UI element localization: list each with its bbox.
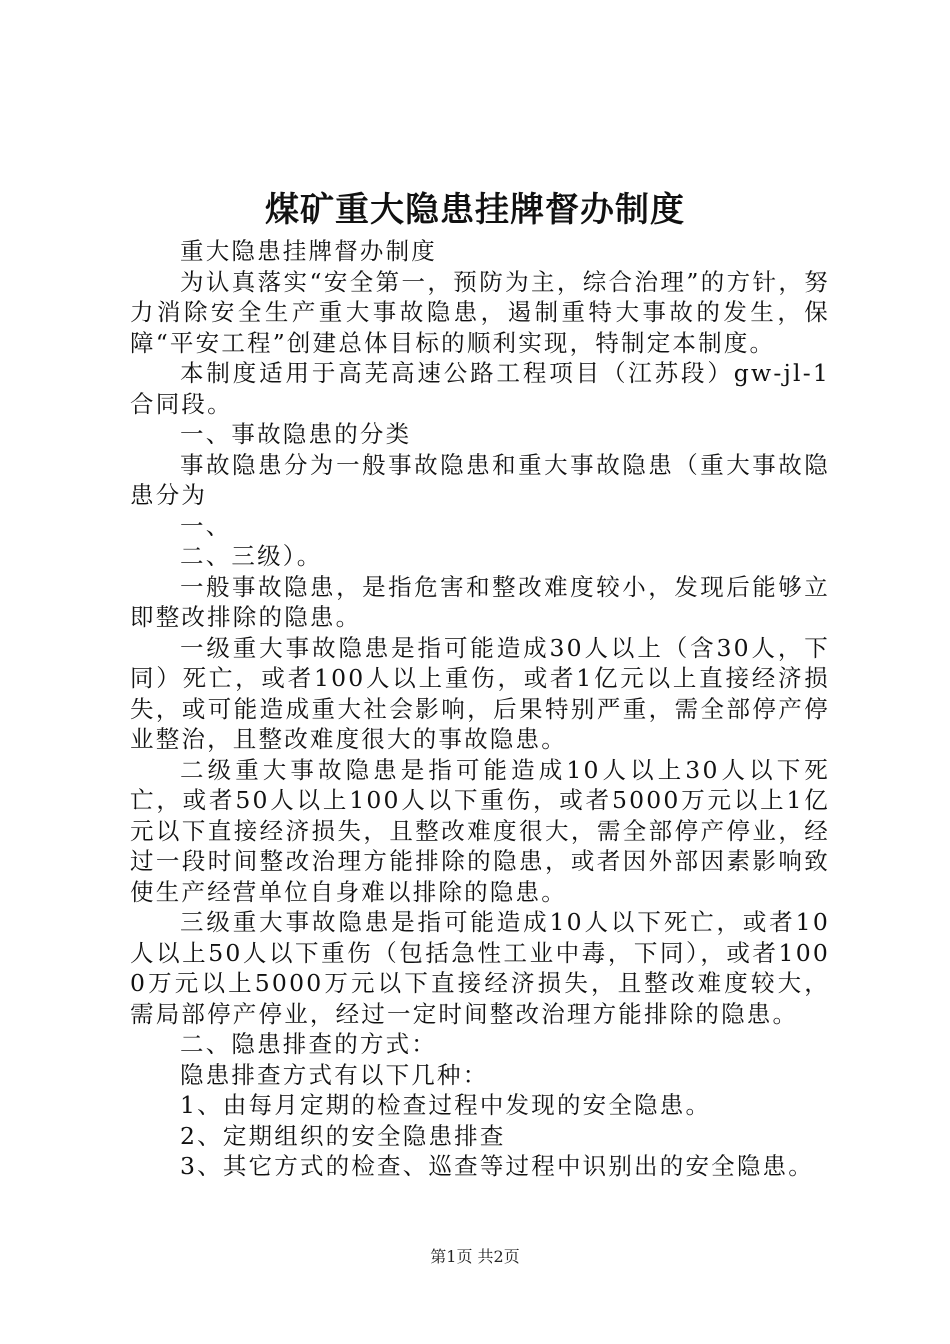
paragraph: 一般事故隐患，是指危害和整改难度较小，发现后能够立即整改排除的隐患。 (130, 572, 830, 631)
paragraph: 重大隐患挂牌督办制度 (180, 237, 437, 265)
paragraph: 本制度适用于高芜高速公路工程项目（江苏段）gw-jl-1合同段。 (130, 359, 830, 418)
section-heading: 二、隐患排查的方式： (180, 1030, 437, 1058)
section-heading: 一、事故隐患的分类 (180, 420, 412, 448)
list-item: 1、由每月定期的检查过程中发现的安全隐患。 (180, 1091, 712, 1119)
paragraph: 一、 (180, 511, 232, 540)
paragraph: 二级重大事故隐患是指可能造成10人以上30人以下死亡，或者50人以上100人以下重伤，或者5000万元以上1亿元以下直接经济损失，且整改难度很大，需全部停产停业，经过一段时间整改治理方能排除的隐患，或者因外部因素影响致使生产经营单位自身难以排除的隐患。 (130, 755, 830, 906)
list-item: 2、定期组织的安全隐患排查 (180, 1121, 506, 1150)
paragraph: 二、三级）。 (180, 542, 323, 570)
paragraph: 事故隐患分为一般事故隐患和重大事故隐患（重大事故隐患分为 (130, 450, 830, 509)
paragraph: 隐患排查方式有以下几种： (180, 1060, 489, 1089)
paragraph: 一级重大事故隐患是指可能造成30人以上（含30人，下同）死亡，或者100人以上重伤，或者1亿元以上直接经济损失，或可能造成重大社会影响，后果特别严重，需全部停产停业整治，且整改难度很大的事故隐患。 (130, 633, 830, 753)
page-footer: 第1页 共2页 (430, 1247, 520, 1266)
paragraph: 三级重大事故隐患是指可能造成10人以下死亡，或者10人以上50人以下重伤（包括急性工业中毒，下同），或者1000万元以上5000万元以下直接经济损失，且整改难度较大，需局部停产停业，经过一定时间整改治理方能排除的隐患。 (130, 908, 830, 1028)
list-item: 3、其它方式的检查、巡查等过程中识别出的安全隐患。 (180, 1152, 814, 1180)
document-title: 煤矿重大隐患挂牌督办制度 (265, 190, 685, 230)
paragraph: 为认真落实“安全第一，预防为主，综合治理”的方针，努力消除安全生产重大事故隐患，遏制重特大事故的发生，保障“平安工程”创建总体目标的顺利实现，特制定本制度。 (130, 267, 830, 357)
document-body (130, 236, 830, 1182)
